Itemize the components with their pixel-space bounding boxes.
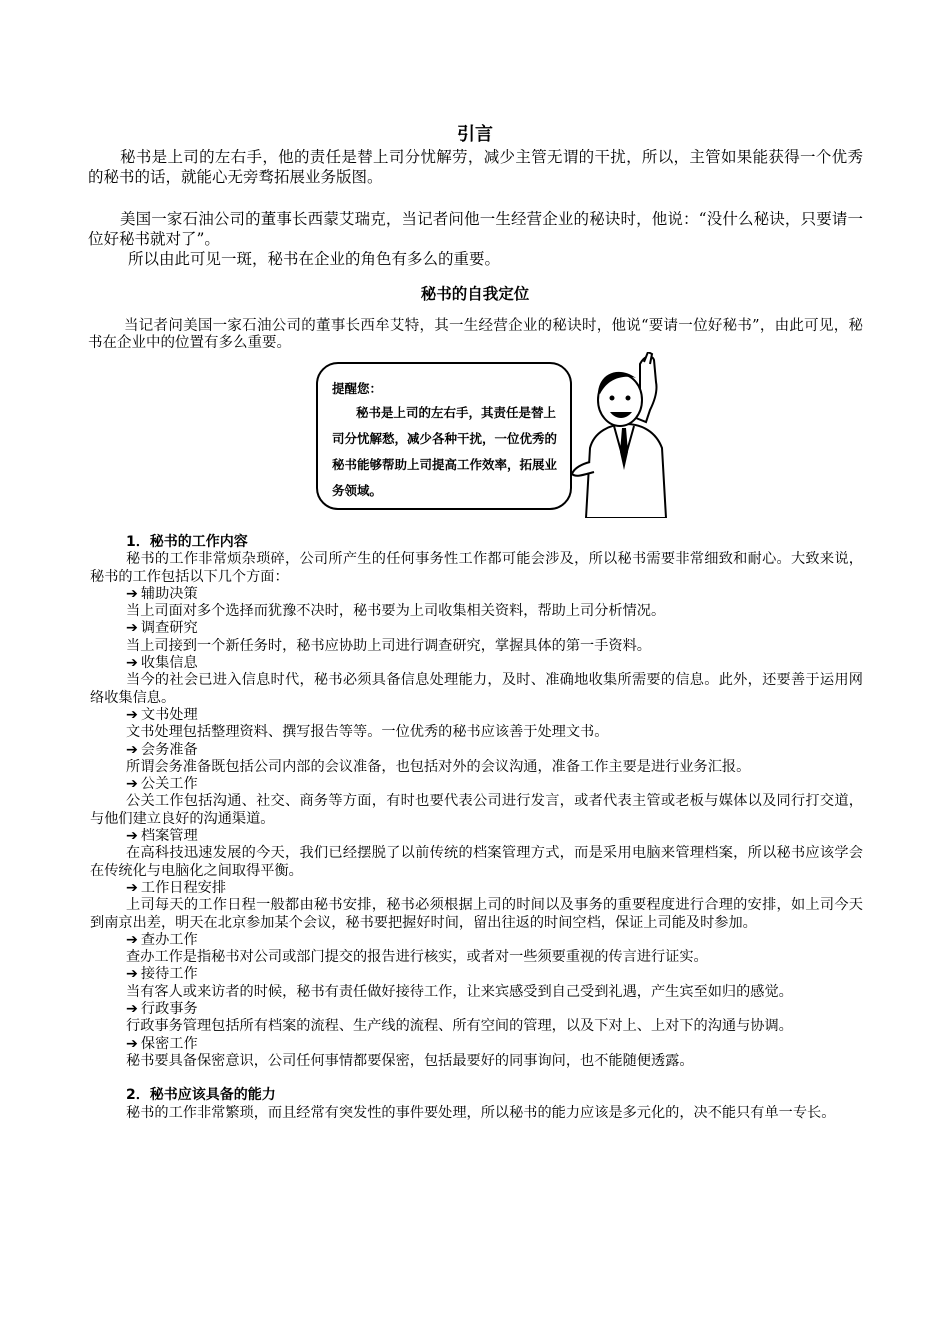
section2-text: 秘书的工作非常繁琐，而且经常有突发性的事件要处理，所以秘书的能力应该是多元化的，决不能只有单一专长。 [126,1104,836,1121]
list-item-title: ➔ 会务准备 [126,741,198,758]
section2-heading: 2．秘书应该具备的能力 [126,1087,276,1104]
list-item-text: 当今的社会已进入信息时代，秘书必须具备信息处理能力，及时、准确地收集所需要的信息。此外，还要善于运用网络收集信息。 [90,672,863,706]
arrow-right-icon: ➔ [126,655,138,672]
list-item-text: 行政事务管理包括所有档案的流程、生产线的流程、所有空间的管理，以及下对上、上对下的沟通与协调。 [126,1018,793,1035]
arrow-right-icon: ➔ [126,1035,138,1052]
list-item-title: ➔ 公关工作 [126,776,198,793]
list-item-title: ➔ 调查研究 [126,620,198,637]
main-content [90,534,863,1122]
list-item-text: 文书处理包括整理资料、撰写报告等等。一位优秀的秘书应该善于处理文书。 [126,724,609,741]
list-item-text: 当上司面对多个选择而犹豫不决时，秘书要为上司收集相关资料，帮助上司分析情况。 [126,603,666,620]
businessman-pointing-icon [570,352,682,518]
arrow-right-icon: ➔ [126,620,138,637]
arrow-right-icon: ➔ [126,706,138,723]
intro-paragraph-2: 美国一家石油公司的董事长西蒙艾瑞克，当记者问他一生经营企业的秘诀时，他说：“没什么秘诀，只要请一位好秘书就对了”。 [88,210,863,248]
list-item-text: 上司每天的工作日程一般都由秘书安排，秘书必须根据上司的时间以及事务的重要程度进行合理的安排，如上司今天到南京出差，明天在北京参加某个会议，秘书要把握好时间，留出往返的时间空档，保证上司能及时参加。 [90,897,863,931]
list-item-title: ➔ 工作日程安排 [126,879,227,896]
list-item-title: ➔ 查办工作 [126,931,198,948]
arrow-right-icon: ➔ [126,966,138,983]
arrow-right-icon: ➔ [126,828,138,845]
section1-heading: 1．秘书的工作内容 [126,534,248,550]
list-item-text: 当有客人或来访者的时候，秘书有责任做好接待工作，让来宾感受到自己受到礼遇，产生宾至如归的感觉。 [126,983,793,1000]
list-item-text: 在高科技迅速发展的今天，我们已经摆脱了以前传统的档案管理方式，而是采用电脑来管理档案，所以秘书应该学会在传统化与电脑化之间取得平衡。 [90,845,863,879]
list-item-title: ➔ 文书处理 [126,706,198,723]
list-item-title: ➔ 接待工作 [126,966,198,983]
arrow-right-icon: ➔ [126,879,138,896]
list-item-title: ➔ 收集信息 [126,655,198,672]
positioning-text: 当记者问美国一家石油公司的董事长西牟艾特，其一生经营企业的秘诀时，他说“要请一位好秘书”，由此可见，秘书在企业中的位置有多么重要。 [88,318,863,351]
page-title: 引言 [457,124,493,145]
reminder-callout [316,362,572,510]
arrow-right-icon: ➔ [126,585,138,602]
list-item-text: 秘书要具备保密意识，公司任何事情都要保密，包括最要好的同事询问，也不能随便透露。 [126,1052,694,1069]
callout-label: 提醒您： [332,381,383,396]
intro-paragraph-3: 所以由此可见一斑，秘书在企业的角色有多么的重要。 [128,250,501,268]
arrow-right-icon: ➔ [126,931,138,948]
callout-body: 秘书是上司的左右手，其责任是替上司分忧解愁，减少各种干扰，一位优秀的秘书能够帮助上司提高工作效率，拓展业务领域。 [332,405,558,498]
arrow-right-icon: ➔ [126,1001,138,1018]
arrow-right-icon: ➔ [126,741,138,758]
intro-paragraph-1: 秘书是上司的左右手，他的责任是替上司分忧解劳，减少主管无谓的干扰，所以，主管如果能获得一个优秀的秘书的话，就能心无旁骛拓展业务版图。 [88,148,863,186]
list-item-text: 当上司接到一个新任务时，秘书应协助上司进行调查研究，掌握具体的第一手资料。 [126,637,651,654]
list-item-title: ➔ 辅助决策 [126,585,198,602]
positioning-paragraph [88,318,863,352]
list-item-title: ➔ 行政事务 [126,1001,198,1018]
list-item-title: ➔ 档案管理 [126,828,198,845]
intro-section [88,147,863,269]
list-item-text: 查办工作是指秘书对公司或部门提交的报告进行核实，或者对一些须要重视的传言进行证实。 [126,949,708,966]
list-item-text: 所谓会务准备既包括公司内部的会议准备，也包括对外的会议沟通，准备工作主要是进行业务汇报。 [126,758,751,775]
list-item-title: ➔ 保密工作 [126,1035,198,1052]
arrow-right-icon: ➔ [126,776,138,793]
list-item-text: 公关工作包括沟通、社交、商务等方面，有时也要代表公司进行发言，或者代表主管或老板与媒体以及同行打交道，与他们建立良好的沟通渠道。 [90,793,863,827]
section-title: 秘书的自我定位 [420,285,530,303]
section1-intro: 秘书的工作非常烦杂琐碎，公司所产生的任何事务性工作都可能会涉及，所以秘书需要非常细致和耐心。大致来说，秘书的工作包括以下几个方面： [90,551,863,585]
